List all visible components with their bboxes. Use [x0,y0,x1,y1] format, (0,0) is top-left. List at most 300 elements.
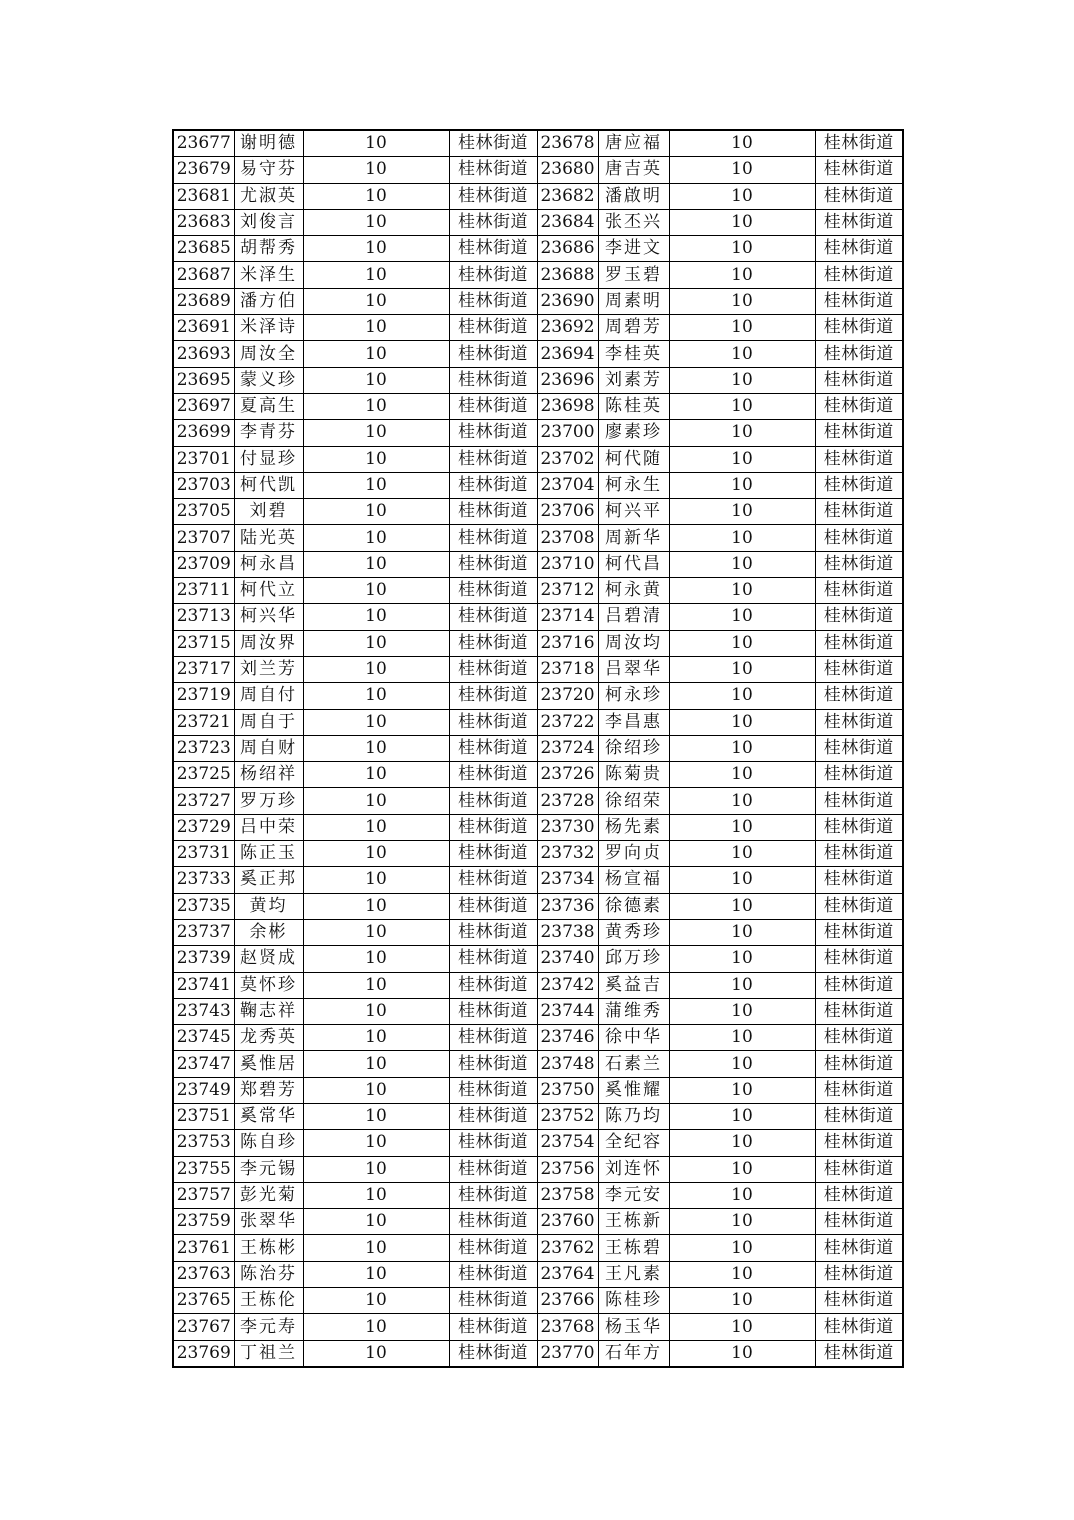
subdistrict-cell: 桂林街道 [815,209,903,235]
subdistrict-cell: 桂林街道 [449,1235,537,1261]
person-name-cell: 柯代随 [598,446,669,472]
subdistrict-cell: 桂林街道 [815,735,903,761]
record-id-cell: 23744 [537,998,598,1024]
table-row [173,788,903,814]
table-row [173,1051,903,1077]
roster-table [172,129,904,1368]
person-name-cell: 陈自珍 [234,1130,303,1156]
subdistrict-cell: 桂林街道 [449,315,537,341]
record-id-cell: 23766 [537,1288,598,1314]
record-id-cell: 23740 [537,946,598,972]
subdistrict-cell: 桂林街道 [815,1340,903,1367]
table-row [173,998,903,1024]
person-name-cell: 陈乃均 [598,1103,669,1129]
subdistrict-cell: 桂林街道 [449,1077,537,1103]
subdistrict-cell: 桂林街道 [449,367,537,393]
record-id-cell: 23746 [537,1025,598,1051]
amount-cell: 10 [303,1077,449,1103]
table-row [173,1077,903,1103]
record-id-cell: 23681 [173,183,234,209]
subdistrict-cell: 桂林街道 [815,315,903,341]
subdistrict-cell: 桂林街道 [815,972,903,998]
person-name-cell: 刘连怀 [598,1156,669,1182]
amount-cell: 10 [669,472,815,498]
amount-cell: 10 [669,1235,815,1261]
person-name-cell: 奚正邦 [234,867,303,893]
person-name-cell: 李进文 [598,236,669,262]
subdistrict-cell: 桂林街道 [815,393,903,419]
person-name-cell: 李元锡 [234,1156,303,1182]
record-id-cell: 23694 [537,341,598,367]
person-name-cell: 唐吉英 [598,157,669,183]
person-name-cell: 刘俊言 [234,209,303,235]
subdistrict-cell: 桂林街道 [449,157,537,183]
amount-cell: 10 [303,972,449,998]
record-id-cell: 23730 [537,814,598,840]
person-name-cell: 潘方伯 [234,288,303,314]
person-name-cell: 周自付 [234,683,303,709]
subdistrict-cell: 桂林街道 [815,236,903,262]
record-id-cell: 23703 [173,472,234,498]
person-name-cell: 蒲维秀 [598,998,669,1024]
amount-cell: 10 [669,209,815,235]
person-name-cell: 柯兴平 [598,499,669,525]
record-id-cell: 23691 [173,315,234,341]
person-name-cell: 奚益吉 [598,972,669,998]
subdistrict-cell: 桂林街道 [815,1182,903,1208]
amount-cell: 10 [303,1130,449,1156]
subdistrict-cell: 桂林街道 [815,919,903,945]
person-name-cell: 黄均 [234,893,303,919]
person-name-cell: 周自财 [234,735,303,761]
person-name-cell: 付显珍 [234,446,303,472]
person-name-cell: 杨宣福 [598,867,669,893]
subdistrict-cell: 桂林街道 [449,1209,537,1235]
person-name-cell: 李元寿 [234,1314,303,1340]
table-row [173,1340,903,1367]
record-id-cell: 23698 [537,393,598,419]
record-id-cell: 23714 [537,604,598,630]
table-row [173,420,903,446]
person-name-cell: 奚惟耀 [598,1077,669,1103]
subdistrict-cell: 桂林街道 [449,972,537,998]
record-id-cell: 23745 [173,1025,234,1051]
amount-cell: 10 [669,604,815,630]
subdistrict-cell: 桂林街道 [815,420,903,446]
subdistrict-cell: 桂林街道 [449,341,537,367]
record-id-cell: 23749 [173,1077,234,1103]
subdistrict-cell: 桂林街道 [449,499,537,525]
person-name-cell: 徐绍珍 [598,735,669,761]
subdistrict-cell: 桂林街道 [815,1130,903,1156]
person-name-cell: 刘兰芳 [234,656,303,682]
subdistrict-cell: 桂林街道 [815,762,903,788]
amount-cell: 10 [303,946,449,972]
table-row [173,735,903,761]
subdistrict-cell: 桂林街道 [815,578,903,604]
table-row [173,1209,903,1235]
record-id-cell: 23756 [537,1156,598,1182]
person-name-cell: 邱万珍 [598,946,669,972]
person-name-cell: 周汝界 [234,630,303,656]
table-row [173,919,903,945]
person-name-cell: 周自于 [234,709,303,735]
record-id-cell: 23719 [173,683,234,709]
subdistrict-cell: 桂林街道 [815,130,903,157]
amount-cell: 10 [303,709,449,735]
amount-cell: 10 [669,919,815,945]
amount-cell: 10 [303,1235,449,1261]
record-id-cell: 23708 [537,525,598,551]
subdistrict-cell: 桂林街道 [815,1261,903,1287]
amount-cell: 10 [303,1025,449,1051]
record-id-cell: 23767 [173,1314,234,1340]
table-row [173,315,903,341]
person-name-cell: 柯永昌 [234,551,303,577]
person-name-cell: 郑碧芳 [234,1077,303,1103]
subdistrict-cell: 桂林街道 [815,1051,903,1077]
subdistrict-cell: 桂林街道 [449,709,537,735]
record-id-cell: 23758 [537,1182,598,1208]
amount-cell: 10 [669,130,815,157]
subdistrict-cell: 桂林街道 [449,1182,537,1208]
person-name-cell: 石素兰 [598,1051,669,1077]
person-name-cell: 夏高生 [234,393,303,419]
amount-cell: 10 [669,1314,815,1340]
subdistrict-cell: 桂林街道 [815,1288,903,1314]
table-row [173,472,903,498]
amount-cell: 10 [669,1209,815,1235]
record-id-cell: 23692 [537,315,598,341]
amount-cell: 10 [303,814,449,840]
subdistrict-cell: 桂林街道 [449,1130,537,1156]
subdistrict-cell: 桂林街道 [449,1103,537,1129]
table-row [173,578,903,604]
amount-cell: 10 [303,209,449,235]
amount-cell: 10 [303,1288,449,1314]
person-name-cell: 周新华 [598,525,669,551]
record-id-cell: 23726 [537,762,598,788]
table-row [173,157,903,183]
record-id-cell: 23679 [173,157,234,183]
subdistrict-cell: 桂林街道 [449,998,537,1024]
amount-cell: 10 [303,1340,449,1367]
table-row [173,972,903,998]
table-row [173,762,903,788]
amount-cell: 10 [669,1103,815,1129]
amount-cell: 10 [303,262,449,288]
person-name-cell: 刘碧 [234,499,303,525]
person-name-cell: 李昌惠 [598,709,669,735]
amount-cell: 10 [303,762,449,788]
amount-cell: 10 [303,157,449,183]
person-name-cell: 柯代立 [234,578,303,604]
table-row [173,1130,903,1156]
subdistrict-cell: 桂林街道 [815,472,903,498]
person-name-cell: 王栋碧 [598,1235,669,1261]
record-id-cell: 23734 [537,867,598,893]
record-id-cell: 23738 [537,919,598,945]
amount-cell: 10 [303,919,449,945]
subdistrict-cell: 桂林街道 [815,946,903,972]
amount-cell: 10 [669,1051,815,1077]
person-name-cell: 李青芬 [234,420,303,446]
subdistrict-cell: 桂林街道 [815,341,903,367]
amount-cell: 10 [669,709,815,735]
person-name-cell: 王凡素 [598,1261,669,1287]
person-name-cell: 周素明 [598,288,669,314]
record-id-cell: 23763 [173,1261,234,1287]
table-row [173,262,903,288]
table-row [173,499,903,525]
amount-cell: 10 [669,814,815,840]
amount-cell: 10 [303,183,449,209]
subdistrict-cell: 桂林街道 [449,130,537,157]
subdistrict-cell: 桂林街道 [815,1025,903,1051]
person-name-cell: 李桂英 [598,341,669,367]
record-id-cell: 23690 [537,288,598,314]
amount-cell: 10 [303,1261,449,1287]
table-row [173,630,903,656]
subdistrict-cell: 桂林街道 [449,420,537,446]
record-id-cell: 23704 [537,472,598,498]
record-id-cell: 23748 [537,1051,598,1077]
amount-cell: 10 [669,262,815,288]
person-name-cell: 王栋伦 [234,1288,303,1314]
record-id-cell: 23728 [537,788,598,814]
subdistrict-cell: 桂林街道 [449,630,537,656]
amount-cell: 10 [669,236,815,262]
record-id-cell: 23742 [537,972,598,998]
record-id-cell: 23709 [173,551,234,577]
subdistrict-cell: 桂林街道 [815,262,903,288]
amount-cell: 10 [669,1130,815,1156]
record-id-cell: 23705 [173,499,234,525]
amount-cell: 10 [303,1314,449,1340]
subdistrict-cell: 桂林街道 [449,946,537,972]
record-id-cell: 23695 [173,367,234,393]
subdistrict-cell: 桂林街道 [449,788,537,814]
subdistrict-cell: 桂林街道 [815,893,903,919]
table-row [173,946,903,972]
subdistrict-cell: 桂林街道 [815,551,903,577]
record-id-cell: 23689 [173,288,234,314]
record-id-cell: 23752 [537,1103,598,1129]
record-id-cell: 23711 [173,578,234,604]
subdistrict-cell: 桂林街道 [449,1340,537,1367]
amount-cell: 10 [669,1156,815,1182]
amount-cell: 10 [669,288,815,314]
subdistrict-cell: 桂林街道 [815,841,903,867]
record-id-cell: 23706 [537,499,598,525]
record-id-cell: 23770 [537,1340,598,1367]
record-id-cell: 23686 [537,236,598,262]
record-id-cell: 23731 [173,841,234,867]
person-name-cell: 张翠华 [234,1209,303,1235]
person-name-cell: 廖素珍 [598,420,669,446]
amount-cell: 10 [303,893,449,919]
subdistrict-cell: 桂林街道 [449,236,537,262]
amount-cell: 10 [303,1156,449,1182]
person-name-cell: 陆光英 [234,525,303,551]
subdistrict-cell: 桂林街道 [815,998,903,1024]
table-row [173,1314,903,1340]
person-name-cell: 米泽生 [234,262,303,288]
record-id-cell: 23684 [537,209,598,235]
amount-cell: 10 [303,1182,449,1208]
amount-cell: 10 [303,288,449,314]
subdistrict-cell: 桂林街道 [449,1051,537,1077]
subdistrict-cell: 桂林街道 [815,183,903,209]
record-id-cell: 23765 [173,1288,234,1314]
record-id-cell: 23710 [537,551,598,577]
person-name-cell: 徐中华 [598,1025,669,1051]
amount-cell: 10 [669,578,815,604]
amount-cell: 10 [303,578,449,604]
amount-cell: 10 [669,1288,815,1314]
record-id-cell: 23685 [173,236,234,262]
table-row [173,1156,903,1182]
record-id-cell: 23688 [537,262,598,288]
record-id-cell: 23764 [537,1261,598,1287]
person-name-cell: 王栋新 [598,1209,669,1235]
amount-cell: 10 [303,735,449,761]
record-id-cell: 23678 [537,130,598,157]
record-id-cell: 23757 [173,1182,234,1208]
amount-cell: 10 [303,525,449,551]
record-id-cell: 23717 [173,656,234,682]
subdistrict-cell: 桂林街道 [815,1156,903,1182]
record-id-cell: 23682 [537,183,598,209]
subdistrict-cell: 桂林街道 [449,814,537,840]
subdistrict-cell: 桂林街道 [449,578,537,604]
record-id-cell: 23697 [173,393,234,419]
record-id-cell: 23716 [537,630,598,656]
subdistrict-cell: 桂林街道 [449,656,537,682]
subdistrict-cell: 桂林街道 [449,525,537,551]
person-name-cell: 谢明德 [234,130,303,157]
table-row [173,236,903,262]
amount-cell: 10 [303,551,449,577]
subdistrict-cell: 桂林街道 [449,1156,537,1182]
subdistrict-cell: 桂林街道 [449,1025,537,1051]
subdistrict-cell: 桂林街道 [449,446,537,472]
person-name-cell: 罗向贞 [598,841,669,867]
table-row [173,183,903,209]
amount-cell: 10 [669,315,815,341]
record-id-cell: 23768 [537,1314,598,1340]
person-name-cell: 奚惟居 [234,1051,303,1077]
record-id-cell: 23718 [537,656,598,682]
table-row [173,814,903,840]
roster-body [173,130,903,1367]
person-name-cell: 罗万珍 [234,788,303,814]
subdistrict-cell: 桂林街道 [815,788,903,814]
subdistrict-cell: 桂林街道 [449,683,537,709]
record-id-cell: 23721 [173,709,234,735]
record-id-cell: 23696 [537,367,598,393]
person-name-cell: 吕中荣 [234,814,303,840]
person-name-cell: 尤淑英 [234,183,303,209]
table-row [173,893,903,919]
record-id-cell: 23741 [173,972,234,998]
person-name-cell: 丁祖兰 [234,1340,303,1367]
person-name-cell: 刘素芳 [598,367,669,393]
amount-cell: 10 [669,1340,815,1367]
amount-cell: 10 [303,472,449,498]
amount-cell: 10 [669,867,815,893]
person-name-cell: 杨先素 [598,814,669,840]
amount-cell: 10 [303,630,449,656]
record-id-cell: 23732 [537,841,598,867]
amount-cell: 10 [303,499,449,525]
amount-cell: 10 [303,841,449,867]
amount-cell: 10 [303,236,449,262]
record-id-cell: 23677 [173,130,234,157]
person-name-cell: 徐绍荣 [598,788,669,814]
person-name-cell: 陈桂珍 [598,1288,669,1314]
record-id-cell: 23687 [173,262,234,288]
amount-cell: 10 [669,420,815,446]
subdistrict-cell: 桂林街道 [449,1288,537,1314]
amount-cell: 10 [669,841,815,867]
subdistrict-cell: 桂林街道 [449,1314,537,1340]
amount-cell: 10 [669,367,815,393]
subdistrict-cell: 桂林街道 [815,683,903,709]
amount-cell: 10 [669,446,815,472]
table-row [173,393,903,419]
person-name-cell: 鞠志祥 [234,998,303,1024]
table-row [173,1261,903,1287]
amount-cell: 10 [669,551,815,577]
person-name-cell: 陈菊贵 [598,762,669,788]
amount-cell: 10 [303,1051,449,1077]
person-name-cell: 陈桂英 [598,393,669,419]
subdistrict-cell: 桂林街道 [815,525,903,551]
subdistrict-cell: 桂林街道 [449,841,537,867]
record-id-cell: 23713 [173,604,234,630]
subdistrict-cell: 桂林街道 [815,1103,903,1129]
person-name-cell: 柯代凯 [234,472,303,498]
record-id-cell: 23715 [173,630,234,656]
table-row [173,656,903,682]
record-id-cell: 23747 [173,1051,234,1077]
amount-cell: 10 [303,393,449,419]
subdistrict-cell: 桂林街道 [815,709,903,735]
amount-cell: 10 [303,420,449,446]
table-row [173,683,903,709]
subdistrict-cell: 桂林街道 [815,814,903,840]
subdistrict-cell: 桂林街道 [815,656,903,682]
amount-cell: 10 [303,683,449,709]
person-name-cell: 米泽诗 [234,315,303,341]
record-id-cell: 23720 [537,683,598,709]
amount-cell: 10 [303,1209,449,1235]
amount-cell: 10 [669,735,815,761]
amount-cell: 10 [669,1182,815,1208]
record-id-cell: 23743 [173,998,234,1024]
record-id-cell: 23739 [173,946,234,972]
person-name-cell: 赵贤成 [234,946,303,972]
amount-cell: 10 [303,446,449,472]
amount-cell: 10 [669,972,815,998]
person-name-cell: 彭光菊 [234,1182,303,1208]
record-id-cell: 23700 [537,420,598,446]
subdistrict-cell: 桂林街道 [449,551,537,577]
subdistrict-cell: 桂林街道 [449,393,537,419]
person-name-cell: 石年方 [598,1340,669,1367]
record-id-cell: 23725 [173,762,234,788]
